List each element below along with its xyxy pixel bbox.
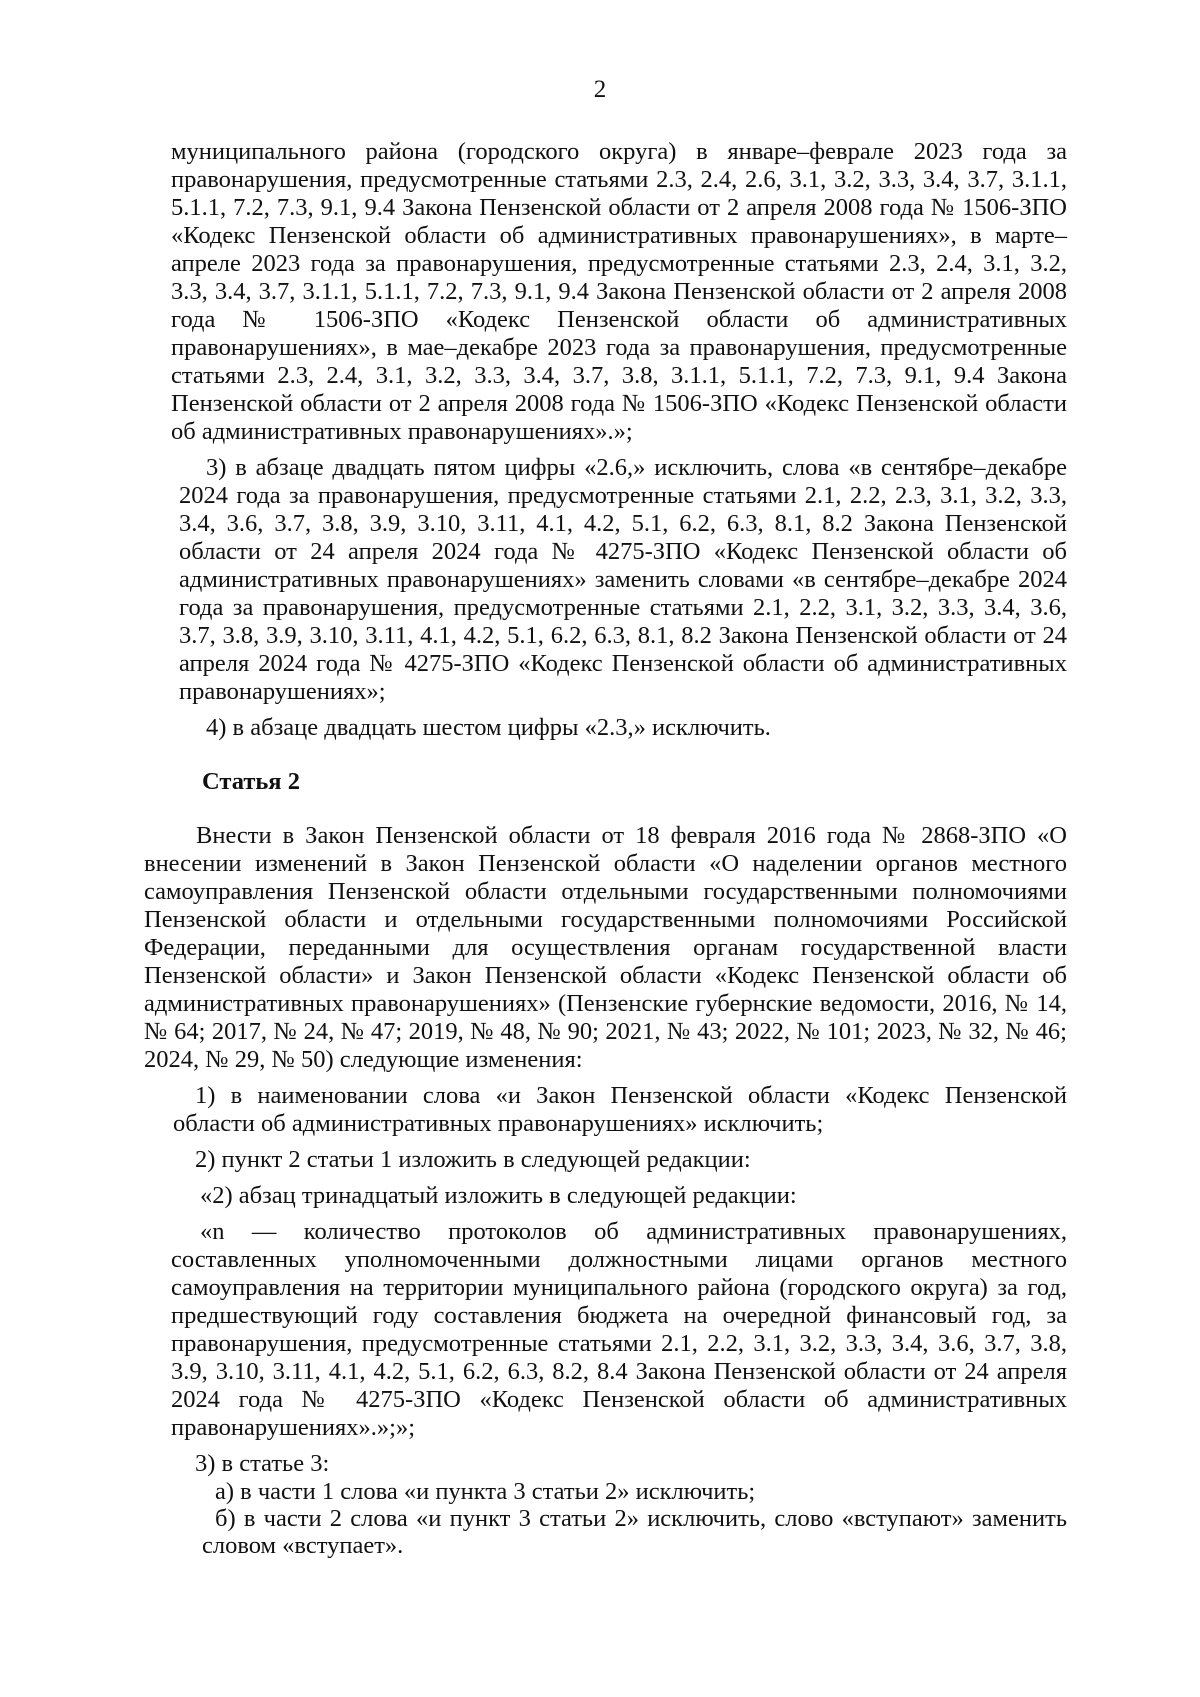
article-2-heading: Статья 2 (202, 768, 300, 795)
article-2-intro: Внести в Закон Пензенской области от 18 февраля 2016 года № 2868-ЗПО «О внесении изменений в Закон Пензенской области «О наделении органов местного самоуправления Пензенской области отдельными государственными полномочиями Пензенской области и отдельными государственными полномочиями Российской Федерации, переданными для осуществления органам государственной власти Пензенской области» и Закон Пензенской области «Кодекс Пензенской области об административных правонарушениях» (Пензенские губернские ведомости, 2016, № 14, № 64; 2017, № 24, № 47; 2019, № 48, № 90; 2021, № 43; 2022, № 101; 2023, № 32, № 46; 2024, № 29, № 50) следующие изменения: (144, 822, 1067, 1073)
page-number: 2 (593, 76, 607, 103)
document-body (144, 138, 1067, 1559)
quoted-paragraph-2: «2) абзац тринадцатый изложить в следующей редакции: (200, 1182, 797, 1209)
amendment-item-4: 4) в абзаце двадцать шестом цифры «2.3,» исключить. (206, 714, 771, 741)
amendment-item-3: 3) в абзаце двадцать пятом цифры «2.6,» исключить, слова «в сентябре–декабре 2024 года за правонарушения, предусмотренные статьями 2.1, 2.2, 2.3, 3.1, 3.2, 3.3, 3.4, 3.6, 3.7, 3.8, 3.9, 3.10, 3.11, 4.1, 4.2, 5.1, 6.2, 6.3, 8.1, 8.2 Закона Пензенской области от 24 апреля 2024 года № 4275-ЗПО «Кодекс Пензенской области об административных правонарушениях» заменить словами «в сентябре–декабре 2024 года за правонарушения, предусмотренные статьями 2.1, 2.2, 3.1, 3.2, 3.3, 3.4, 3.6, 3.7, 3.8, 3.9, 3.10, 3.11, 4.1, 4.2, 5.1, 6.2, 6.3, 8.1, 8.2 Закона Пензенской области от 24 апреля 2024 года № 4275-ЗПО «Кодекс Пензенской области об административных правонарушениях»; (179, 454, 1067, 705)
article-1-amendments (144, 454, 1067, 742)
amendment-item-2: 2) пункт 2 статьи 1 изложить в следующей редакции: (195, 1146, 751, 1173)
paragraph-formula-description: муниципального района (городского округа) в январе–феврале 2023 года за правонарушения, предусмотренные статьями 2.3, 2.4, 2.6, 3.1, 3.2, 3.3, 3.4, 3.7, 3.1.1, 5.1.1, 7.2, 7.3, 9.1, 9.4 Закона Пензенской области от 2 апреля 2008 года № 1506-ЗПО «Кодекс Пензенской области об административных правонарушениях», в марте–апреле 2023 года за правонарушения, предусмотренные статьями 2.3, 2.4, 3.1, 3.2, 3.3, 3.4, 3.7, 3.1.1, 5.1.1, 7.2, 7.3, 9.1, 9.4 Закона Пензенской области от 2 апреля 2008 года № 1506-ЗПО «Кодекс Пензенской области об административных правонарушениях», в мае–декабре 2023 года за правонарушения, предусмотренные статьями 2.3, 2.4, 3.1, 3.2, 3.3, 3.4, 3.7, 3.8, 3.1.1, 5.1.1, 7.2, 7.3, 9.1, 9.4 Закона Пензенской области от 2 апреля 2008 года № 1506-ЗПО «Кодекс Пензенской области об административных правонарушениях».»; (171, 138, 1067, 445)
article-2-quoted-text (144, 1182, 1067, 1442)
quoted-formula-n: «n — количество протоколов об административных правонарушениях, составленных уполномоченными должностными лицами органов местного самоуправления на территории муниципального района (городского округа) за год, предшествующий году составления бюджета на очередной финансовый год, за правонарушения, предусмотренные статьями 2.1, 2.2, 3.1, 3.2, 3.3, 3.4, 3.6, 3.7, 3.8, 3.9, 3.10, 3.11, 4.1, 4.2, 5.1, 6.2, 6.3, 8.2, 8.4 Закона Пензенской области от 24 апреля 2024 года № 4275-ЗПО «Кодекс Пензенской области об административных правонарушениях».»;»; (171, 1218, 1067, 1441)
amendment-item-3-article-2: 3) в статье 3: (195, 1450, 330, 1477)
article-2-item-3 (144, 1450, 1067, 1478)
article-1-continuation (144, 138, 1067, 446)
amendment-item-1: 1) в наименовании слова «и Закон Пензенской области «Кодекс Пензенской области об административных правонарушениях» исключить; (173, 1082, 1067, 1137)
sub-item-b: б) в части 2 слова «и пункт 3 статьи 2» исключить, слово «вступают» заменить словом «вступает». (202, 1505, 1067, 1559)
article-2-amendments (144, 1082, 1067, 1174)
sub-item-a: а) в части 1 слова «и пункта 3 статьи 2» исключить; (215, 1478, 756, 1505)
